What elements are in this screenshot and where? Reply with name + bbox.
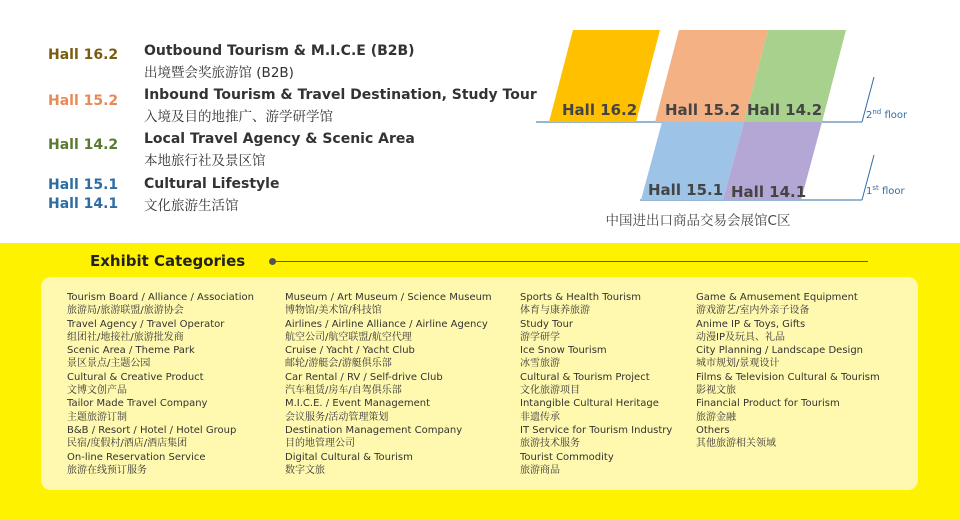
hall-title-cn: 本地旅行社及景区馆 bbox=[144, 153, 266, 169]
floor-1-label bbox=[866, 184, 905, 197]
category-item: Scenic Area / Theme Park bbox=[67, 345, 195, 357]
category-item: 组团社/地接社/旅游批发商 bbox=[67, 331, 184, 343]
floor-plan-caption: 中国进出口商品交易会展馆C区 bbox=[605, 213, 791, 229]
hall-15-1-label: Hall 15.1 bbox=[648, 181, 724, 199]
hall-title-cn: 入境及目的地推广、游学研学馆 bbox=[144, 109, 333, 125]
category-item: M.I.C.E. / Event Management bbox=[285, 398, 431, 410]
floor-plan-diagram bbox=[530, 20, 950, 235]
category-item: 体育与康养旅游 bbox=[520, 305, 590, 317]
category-item: Destination Management Company bbox=[285, 424, 463, 436]
hall-code: Hall 16.2 bbox=[48, 47, 119, 63]
category-item: Tourist Commodity bbox=[520, 451, 614, 463]
hall-14-2-label: Hall 14.2 bbox=[747, 101, 823, 119]
category-item: Financial Product for Tourism bbox=[696, 398, 840, 410]
category-item: IT Service for Tourism Industry bbox=[520, 424, 673, 436]
hall-code: Hall 14.1 bbox=[48, 196, 119, 212]
categories-title: Exhibit Categories bbox=[90, 252, 246, 270]
category-item: Tailor Made Travel Company bbox=[67, 398, 208, 410]
category-item: 会议服务/活动管理策划 bbox=[285, 411, 389, 423]
category-item: 游戏游艺/室内外亲子设备 bbox=[696, 305, 810, 317]
category-item: 城市规划/景观设计 bbox=[696, 358, 780, 370]
hall-16-2-label: Hall 16.2 bbox=[562, 101, 638, 119]
category-item: On-line Reservation Service bbox=[67, 451, 206, 463]
floor-1-suffix: st bbox=[872, 184, 879, 192]
category-item: Cultural & Creative Product bbox=[67, 371, 204, 383]
floor-1-word: floor bbox=[878, 186, 905, 197]
category-item: Anime IP & Toys, Gifts bbox=[696, 318, 806, 330]
floor-1-num: 1 bbox=[866, 186, 873, 197]
category-item: 其他旅游相关领域 bbox=[696, 438, 776, 450]
category-item: 旅游局/旅游联盟/旅游协会 bbox=[67, 305, 184, 317]
floor-2-label bbox=[866, 108, 908, 121]
category-item: Ice Snow Tourism bbox=[520, 345, 607, 357]
category-item: 旅游在线预订服务 bbox=[67, 464, 147, 476]
category-item: 邮轮/游艇会/游艇俱乐部 bbox=[285, 358, 392, 370]
category-column-3 bbox=[520, 291, 672, 477]
category-item: Intangible Cultural Heritage bbox=[520, 398, 659, 410]
category-item: 汽车租赁/房车/自驾俱乐部 bbox=[285, 385, 402, 397]
category-item: Digital Cultural & Tourism bbox=[285, 451, 413, 463]
category-item: 博物馆/美术馆/科技馆 bbox=[285, 305, 382, 317]
category-column-1 bbox=[67, 291, 254, 477]
category-item: 动漫IP及玩具、礼品 bbox=[696, 331, 785, 343]
hall-14-1-label: Hall 14.1 bbox=[731, 183, 807, 201]
category-item: 文化旅游项目 bbox=[520, 385, 580, 397]
category-item: Tourism Board / Alliance / Association bbox=[67, 292, 254, 303]
category-item: Cultural & Tourism Project bbox=[520, 371, 650, 383]
hall-code: Hall 15.1 bbox=[48, 177, 119, 193]
category-item: Museum / Art Museum / Science Museum bbox=[285, 292, 492, 303]
category-item: Game & Amusement Equipment bbox=[696, 292, 858, 303]
category-item: 旅游金融 bbox=[696, 411, 736, 423]
category-item: B&B / Resort / Hotel / Hotel Group bbox=[67, 424, 237, 436]
category-column-4 bbox=[696, 291, 880, 451]
category-item: 航空公司/航空联盟/航空代理 bbox=[285, 331, 412, 343]
category-item: 主题旅游订制 bbox=[67, 411, 127, 423]
category-item: 景区景点/主题公园 bbox=[67, 358, 151, 370]
hall-title-en: Inbound Tourism & Travel Destination, Study Tour bbox=[144, 87, 537, 103]
hall-title-cn: 文化旅游生活馆 bbox=[144, 198, 239, 214]
category-item: 影视文旅 bbox=[696, 385, 736, 397]
category-item: 旅游技术服务 bbox=[520, 438, 580, 450]
hall-title-en: Cultural Lifestyle bbox=[144, 176, 280, 192]
category-item: 目的地管理公司 bbox=[285, 438, 355, 450]
hall-title-en: Outbound Tourism & M.I.C.E (B2B) bbox=[144, 43, 415, 59]
category-item: Study Tour bbox=[520, 318, 574, 330]
category-item: Sports & Health Tourism bbox=[520, 292, 641, 303]
hall-code: Hall 14.2 bbox=[48, 137, 119, 153]
floor-2-word: floor bbox=[881, 110, 908, 121]
category-column-2 bbox=[285, 291, 492, 477]
hall-15-2-label: Hall 15.2 bbox=[665, 101, 741, 119]
category-item: 旅游商品 bbox=[520, 464, 560, 476]
title-rule bbox=[272, 261, 868, 262]
category-item: 冰雪旅游 bbox=[520, 358, 560, 370]
category-item: Car Rental / RV / Self-drive Club bbox=[285, 371, 443, 383]
hall-title-en: Local Travel Agency & Scenic Area bbox=[144, 131, 415, 147]
hall-title-cn: 出境暨会奖旅游馆 (B2B) bbox=[144, 65, 294, 81]
category-item: Travel Agency / Travel Operator bbox=[67, 318, 225, 330]
category-item: Cruise / Yacht / Yacht Club bbox=[285, 345, 415, 357]
category-item: 游学研学 bbox=[520, 331, 560, 343]
category-item: Airlines / Airline Alliance / Airline Agency bbox=[285, 318, 488, 330]
category-item: 数字文旅 bbox=[285, 464, 325, 476]
floor-2-num: 2 bbox=[866, 110, 873, 121]
category-item: City Planning / Landscape Design bbox=[696, 345, 864, 357]
category-item: 文博文创产品 bbox=[67, 385, 127, 397]
hall-code: Hall 15.2 bbox=[48, 93, 119, 109]
category-item: Films & Television Cultural & Tourism bbox=[696, 371, 880, 383]
floor-2-suffix: nd bbox=[872, 108, 882, 116]
category-item: 非遗传承 bbox=[520, 411, 560, 423]
category-item: 民宿/度假村/酒店/酒店集团 bbox=[67, 438, 188, 450]
category-item: Others bbox=[696, 424, 730, 436]
